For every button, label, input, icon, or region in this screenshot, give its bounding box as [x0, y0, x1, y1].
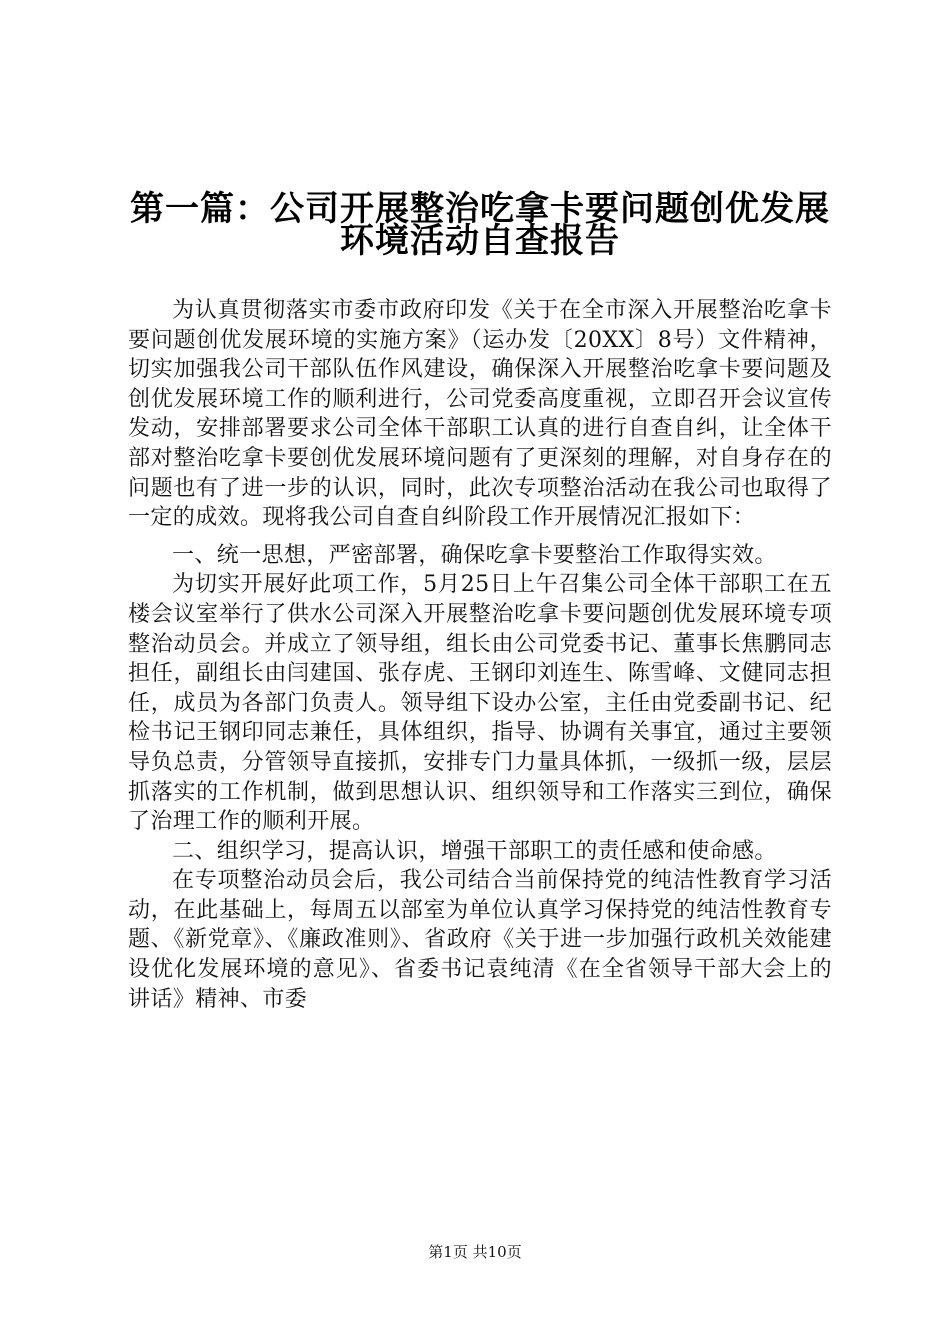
paragraph-section-2: 在专项整治动员会后，我公司结合当前保持党的纯洁性教育学习活动，在此基础上，每周五以部室为单位认真学习保持党的纯洁性教育专题、《新党章》、《廉政准则》、省政府《关于进一步加强行政机关效能建设优化发展环境的意见》、省委书记袁纯清《在全省领导干部大会上的讲话》精神、市委	[128, 868, 832, 1012]
section-heading-1: 一、统一思想，严密部署，确保吃拿卡要整治工作取得实效。	[172, 542, 777, 568]
paragraph-intro: 为认真贯彻落实市委市政府印发《关于在全市深入开展整治吃拿卡要问题创优发展环境的实施方案》（运办发〔20XX〕8号）文件精神，切实加强我公司干部队伍作风建设，确保深入开展整治吃拿卡要问题及创优发展环境工作的顺利进行，公司党委高度重视，立即召开会议宣传发动，安排部署要求公司全体干部职工认真的进行自查自纠，让全体干部对整治吃拿卡要创优发展环境问题有了更深刻的理解，对自身存在的问题也有了进一步的认识，同时，此次专项整治活动在我公司也取得了一定的成效。现将我公司自查自纠阶段工作开展情况汇报如下：	[128, 298, 832, 531]
document-title-line-2: 环境活动自查报告	[340, 221, 620, 261]
document-title-line-1: 第一篇：公司开展整治吃拿卡要问题创优发展	[130, 189, 830, 229]
section-heading-2: 二、组织学习，提高认识，增强干部职工的责任感和使命感。	[172, 838, 777, 864]
page-number-footer: 第1页 共10页	[428, 1243, 522, 1261]
document-body	[128, 296, 832, 1014]
paragraph-section-1: 为切实开展好此项工作，5月25日上午召集公司全体干部职工在五楼会议室举行了供水公司深入开展整治吃拿卡要问题创优发展环境专项整治动员会。并成立了领导组，组长由公司党委书记、董事长焦鹏同志担任，副组长由闫建国、张存虎、王钢印刘连生、陈雪峰、文健同志担任，成员为各部门负责人。领导组下设办公室，主任由党委副书记、纪检书记王钢印同志兼任，具体组织，指导、协调有关事宜，通过主要领导负总责，分管领导直接抓，安排专门力量具体抓，一级抓一级，层层抓落实的工作机制，做到思想认识、组织领导和工作落实三到位，确保了治理工作的顺利开展。	[128, 572, 832, 835]
